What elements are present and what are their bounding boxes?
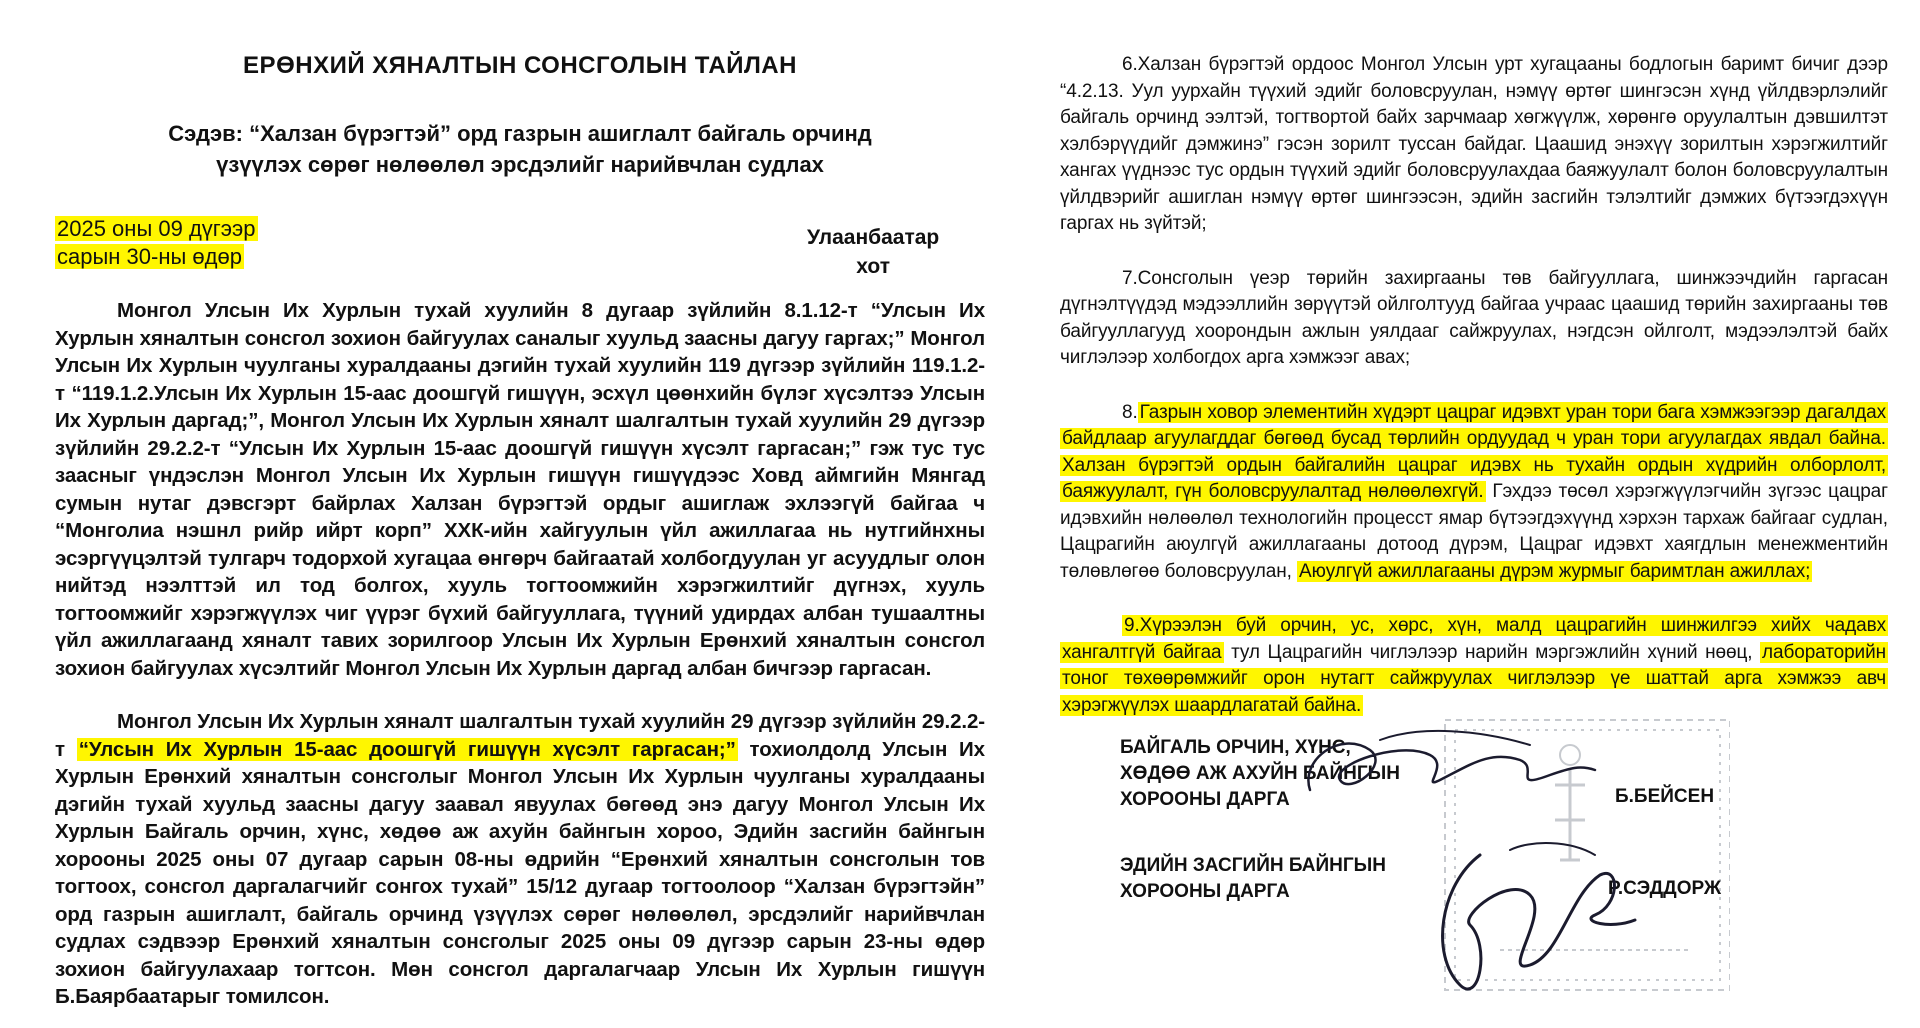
left-paragraph-2-highlight: “Улсын Их Хурлын 15-аас доошгүй гишүүн хүсэлт гаргасан;” (78, 737, 736, 761)
signer-1-line-1: БАЙГАЛЬ ОРЧИН, ХҮНС, (1120, 737, 1351, 758)
recommendation-8 (1060, 400, 1888, 586)
recommendation-9 (1060, 613, 1888, 719)
signer-1-line-2: ХӨДӨӨ АЖ АХУЙН БАЙНГЫН (1120, 763, 1400, 784)
left-paragraph-2-a: Монгол Улсын Их Хурлын хяналт шалгалтын тухай хуулийн 29 дүгээр зүйлийн 29.2.2-т (55, 710, 985, 761)
signature-2-icon (1420, 835, 1640, 1015)
signer-2-name: Р.СЭДДОРЖ (1608, 878, 1722, 899)
recommendation-8-number: 8. (1122, 401, 1138, 423)
right-page (1060, 52, 1888, 719)
date-line-1: 2025 оны 09 дүгээр (57, 216, 256, 241)
left-page (55, 52, 985, 1011)
recommendation-9-rest: тул Цацрагийн чиглэлээр нарийн мэргэжлийн хүний нөөц, (1223, 641, 1761, 663)
date-line-2: сарын 30-ны өдөр (57, 244, 242, 269)
recommendation-6: 6.Халзан бүрэгтэй ордоос Монгол Улсын урт хугацааны бодлогын баримт бичиг дээр “4.2.13. Уул уурхайн түүхий эдийг боловсруулан, нэмүү өртөг шингэсэн хүнд үйлдвэрлэлийг байгаль орчинд ээлтэй, тогтвортой байх зарчмаар хөгжүүлж, хөрөнгө оруулалтын дэвшилтэт хэлбэрүүдийг дэмжинэ” гэсэн зорилт туссан байдаг. Цаашид энэхүү зорилтын хэрэгжилтийг хангах үүднээс тус ордын түүхий эдийг боловсруулахдаа баяжуулалт болон боловсруулалтын үйлдвэрийг ашиглан нэмүү өртөг шингээсэн, эдийн засгийн тэлэлтийг дэмжих бүтээгдэхүүн гаргах нь зүйтэй; (1060, 54, 1888, 234)
report-date (55, 215, 258, 271)
signature-1-icon (1280, 720, 1600, 815)
left-paragraph-1: Монгол Улсын Их Хурлын тухай хуулийн 8 дугаар зүйлийн 8.1.12-т “Улсын Их Хурлын хяналтын сонсгол зохион байгуулах саналыг хуульд заасны дагуу гаргах;” Монгол Улсын Их Хурлын чуулганы хуралдааны дэгийн тухай хуулийн 119 дүгээр зүйлийн 119.1.2-т “119.1.2.Улсын Их Хурлын 15-аас доошгүй гишүүн, эсхүл цөөнхийн бүлэг хүсэлтээ Улсын Их Хурлын даргад;”, Монгол Улсын Их Хурлын хяналт шалгалтын тухай хуулийн 29 дүгээр зүйлийн 29.2.2-т “Улсын Их Хурлын 15-аас доошгүй гишүүн хүсэлт гаргасан;” гэж тус тус заасныг үндэслэн Монгол Улсын Их Хурлын гишүүн гишүүдээс Ховд аймгийн Мянгад сумын нутаг дэвсгэрт байрлах Халзан бүрэгтэй ордыг ашиглаж эхлээгүй байгаа ч “Монголиа нэшнл рийр ийрт корп” ХХК-ийн хайгуулын үйл ажиллагаа нь нутгийнхны эсэргүүцэлтэй тулгарч тодорхой хугацаа өнгөрч байгаатай холбогдуулан уг асуудлыг олон нийтэд нээлттэй ил тод болгох, хууль тогтоомжийн хэрэгжилтийг дүгнэх, хууль тогтоомжийг хэрэгжүүлэх чиг үүрэг бүхий байгууллага, түүний удирдах албан тушаалтны үйл ажиллагаанд хяналт тавих зорилгоор Улсын Их Хурлын Ерөнхий хяналтын сонсгол зохион байгуулах хүсэлтийг Монгол Улсын Их Хурлын даргад албан бичгээр гаргасан. (55, 299, 985, 680)
meta-row (55, 215, 985, 285)
signer-2-title (1120, 853, 1386, 905)
signer-1-line-3: ХОРООНЫ ДАРГА (1120, 789, 1290, 810)
left-paragraph-2 (55, 708, 985, 1011)
signer-2-line-1: ЭДИЙН ЗАСГИЙН БАЙНГЫН (1120, 855, 1386, 876)
place-line-2: хот (856, 255, 890, 278)
recommendation-8-highlight: Газрын ховор элементийн хүдэрт цацраг идэвхт уран тори бага хэмжээгээр дагалдах байдлаар агуулагддаг бөгөөд бусад төрлийн ордуудад ч уран тори агуулагдах явдал байна. Халзан бүрэгтэй ордын байгалийн цацраг идэвх нь тухайн ордын хүдрийн олборлолт, баяжуулалт, гүн боловсруулалтад нөлөөлөхгүй. (1062, 401, 1886, 502)
recommendation-9-highlight: 9.Хүрээлэн буй орчин, ус, хөрс, хүн, малд цацрагийн шинжилгээ хийх чадавх хангалтгүй байгаа (1062, 615, 1886, 663)
subject-line-1: Сэдэв: “Халзан бүрэгтэй” орд газрын ашиглалт байгаль орчинд (168, 121, 872, 146)
report-subject (55, 118, 985, 180)
recommendation-8-highlight-2: Аюулгүй ажиллагааны дүрэм журмыг баримтлан ажиллах; (1299, 560, 1811, 582)
recommendation-8-rest: Гэхдээ төсөл хэрэгжүүлэгчийн зүгээс цацраг идэвхийн нөлөөлөл технологийн процесст ямар бүтээгдэхүүнд хэрхэн тархаж байгааг судлан, Цацрагийн аюулгүй ажиллагааны дотоод дүрэм, Цацраг идэвхт хаягдлын менежментийн төлөвлөгөө боловсруулан, (1060, 481, 1888, 582)
report-title: ЕРӨНХИЙ ХЯНАЛТЫН СОНСГОЛЫН ТАЙЛАН (243, 52, 797, 79)
left-paragraph-2-b: тохиолдолд Улсын Их Хурлын Ерөнхий хяналтын сонсголыг Монгол Улсын Их Хурлын чуулганы хуралдааны дэгийн тухай хуульд заасны дагуу заавал явуулах бөгөөд энэ дагуу Монгол Улсын Их Хурлын Байгаль орчин, хүнс, хөдөө аж ахуйн байнгын хороо, Эдийн засгийн байнгын хорооны 2025 оны 07 дугаар сарын 08-ны өдрийн “Ерөнхий хяналтын сонсголын тов тогтоох, сонсгол даргалагчийг сонгох тухай” 15/12 дугаар тогтоолоор “Халзан бүрэгтэйн” орд газрын ашиглалт, байгаль орчинд үзүүлэх сөрөг нөлөөлөл, эрсдэлийг нарийвчлан судлах сэдвээр Ерөнхий хяналтын сонсголыг 2025 оны 09 дүгээр сарын 23-ны өдөр зохион байгуулахаар тогтсон. Мөн сонсгол даргалагчаар Улсын Их Хурлын гишүүн Б.Баярбаатарыг томилсон. (55, 737, 985, 1008)
recommendation-7: 7.Сонсголын үеэр төрийн захиргааны төв байгууллага, шинжээчдийн гаргасан дүгнэлтүүдэд мэдээллийн зөрүүтэй ойлголтууд байгаа учраас цаашид төрийн захиргааны төв байгууллагууд хоорондын ажлын уялдааг сайжруулах, нэгдсэн ойлголт, мэдээлэлтэй байх чиглэлээр холбогдох арга хэмжээг авах; (1060, 267, 1888, 368)
recommendation-9-highlight-2: лабораторийн тоног төхөөрөмжийг орон нутагт сайжруулах чиглэлээр үе шаттай арга хэмжээ авч хэрэгжүүлэх шаардлагатай байна. (1062, 641, 1886, 716)
report-place (807, 223, 939, 281)
subject-line-2: үзүүлэх сөрөг нөлөөлөл эрсдэлийг нарийвчлан судлах (216, 152, 824, 177)
signer-2-line-2: ХОРООНЫ ДАРГА (1120, 881, 1290, 902)
signature-area (1120, 735, 1880, 1015)
place-line-1: Улаанбаатар (807, 226, 940, 249)
signer-1-name: Б.БЕЙСЕН (1615, 786, 1715, 807)
